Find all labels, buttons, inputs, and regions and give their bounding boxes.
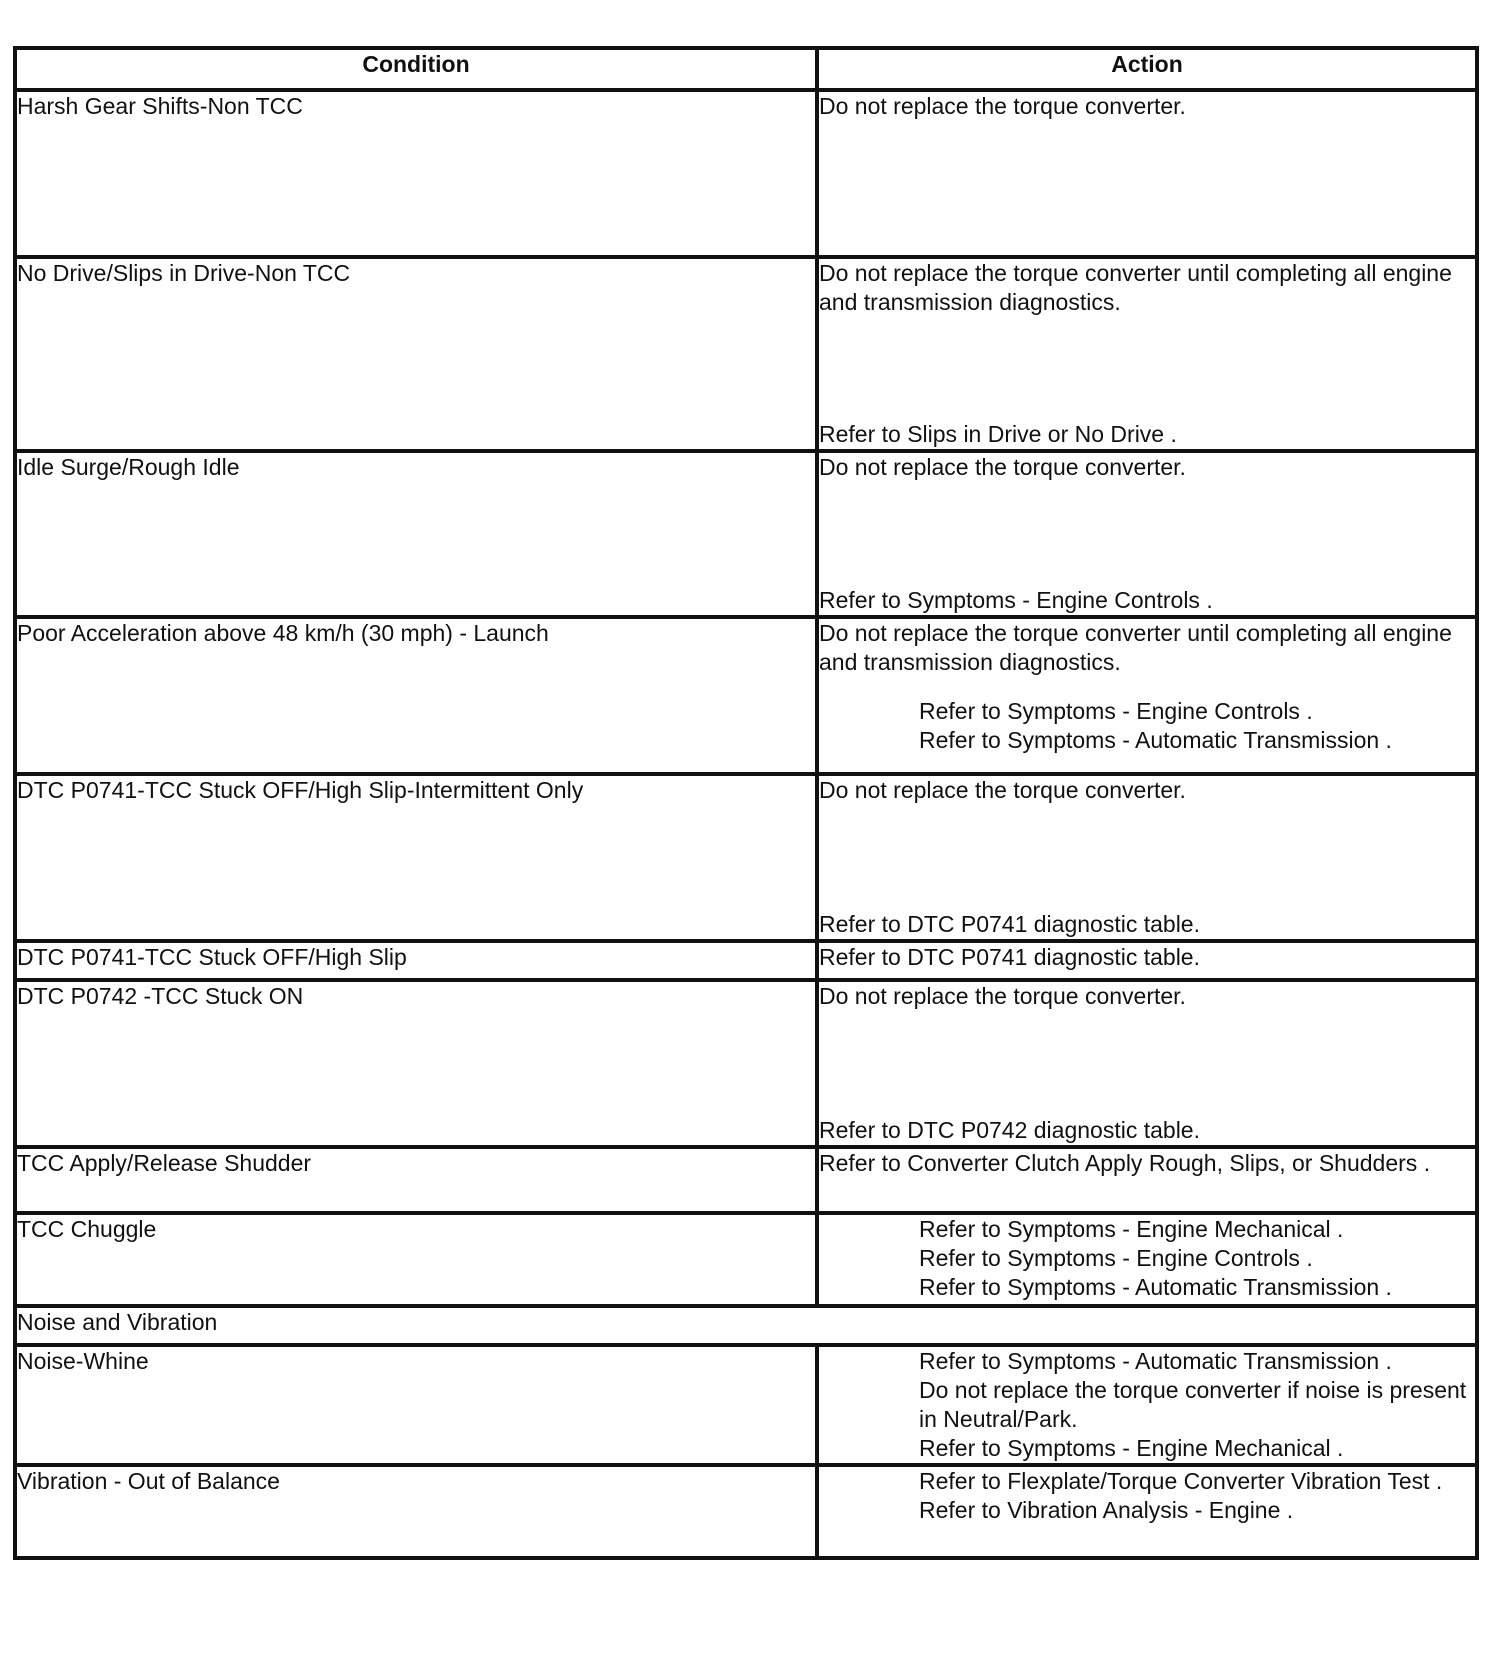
table-row (15, 1147, 1477, 1213)
action-cell (817, 1345, 1477, 1465)
table-row (15, 257, 1477, 451)
action-text: Do not replace the torque converter. (819, 93, 1186, 119)
reference-link[interactable]: Refer to Symptoms - Engine Mechanical . (919, 1216, 1344, 1242)
condition-cell: Noise-Whine (15, 1345, 817, 1465)
table-row (15, 90, 1477, 257)
reference-link[interactable]: Refer to Symptoms - Engine Controls . (919, 1245, 1313, 1271)
reference-link[interactable]: Refer to Converter Clutch Apply Rough, Slips, or Shudders . (819, 1150, 1431, 1176)
table-row (15, 941, 1477, 980)
diagnostic-table (13, 46, 1479, 1560)
reference-link[interactable]: Refer to Vibration Analysis - Engine . (919, 1497, 1294, 1523)
action-header: Action (817, 48, 1477, 90)
section-label: Noise and Vibration (15, 1306, 1477, 1345)
reference-link[interactable]: Refer to DTC P0742 diagnostic table. (819, 1117, 1200, 1143)
condition-cell: DTC P0741-TCC Stuck OFF/High Slip (15, 941, 817, 980)
action-text: Do not replace the torque converter. (819, 454, 1186, 480)
condition-cell: DTC P0742 -TCC Stuck ON (15, 980, 817, 1147)
table-row (15, 1213, 1477, 1306)
condition-cell: No Drive/Slips in Drive-Non TCC (15, 257, 817, 451)
condition-cell: DTC P0741-TCC Stuck OFF/High Slip-Intermittent Only (15, 774, 817, 941)
reference-link[interactable]: Refer to Symptoms - Engine Controls . (819, 587, 1213, 613)
action-text: Do not replace the torque converter if noise is present in Neutral/Park. (919, 1377, 1467, 1432)
reference-link[interactable]: Refer to DTC P0741 diagnostic table. (819, 911, 1200, 937)
reference-link[interactable]: Refer to Symptoms - Engine Controls . (919, 698, 1313, 724)
action-text: Do not replace the torque converter until completing all engine and transmission diagnostics. (819, 260, 1452, 315)
reference-link[interactable]: Refer to Symptoms - Automatic Transmission . (919, 727, 1392, 753)
reference-link[interactable]: Refer to Symptoms - Engine Mechanical . (919, 1435, 1344, 1461)
action-cell (817, 1465, 1477, 1558)
reference-link[interactable]: Refer to Symptoms - Automatic Transmission . (919, 1348, 1392, 1374)
action-cell (817, 257, 1477, 451)
action-cell (817, 90, 1477, 257)
condition-header: Condition (15, 48, 817, 90)
action-cell (817, 451, 1477, 617)
reference-link[interactable]: Refer to Flexplate/Torque Converter Vibration Test . (919, 1468, 1443, 1494)
action-cell (817, 980, 1477, 1147)
action-cell (817, 1213, 1477, 1306)
action-cell (817, 941, 1477, 980)
action-cell (817, 774, 1477, 941)
table-row (15, 451, 1477, 617)
table-row (15, 617, 1477, 774)
reference-link[interactable]: Refer to DTC P0741 diagnostic table. (819, 944, 1200, 970)
action-text: Do not replace the torque converter. (819, 777, 1186, 803)
action-text: Do not replace the torque converter. (819, 983, 1186, 1009)
table-row (15, 980, 1477, 1147)
header-row (15, 48, 1477, 90)
condition-cell: Poor Acceleration above 48 km/h (30 mph) - Launch (15, 617, 817, 774)
table-row (15, 1465, 1477, 1558)
action-cell (817, 1147, 1477, 1213)
condition-cell: TCC Chuggle (15, 1213, 817, 1306)
condition-cell: Harsh Gear Shifts-Non TCC (15, 90, 817, 257)
condition-cell: Vibration - Out of Balance (15, 1465, 817, 1558)
reference-link[interactable]: Refer to Slips in Drive or No Drive . (819, 421, 1177, 447)
section-row (15, 1306, 1477, 1345)
condition-cell: TCC Apply/Release Shudder (15, 1147, 817, 1213)
reference-link[interactable]: Refer to Symptoms - Automatic Transmission . (919, 1274, 1392, 1300)
table-row (15, 1345, 1477, 1465)
table-row (15, 774, 1477, 941)
action-text: Do not replace the torque converter until completing all engine and transmission diagnostics. (819, 620, 1452, 675)
condition-cell: Idle Surge/Rough Idle (15, 451, 817, 617)
action-cell (817, 617, 1477, 774)
